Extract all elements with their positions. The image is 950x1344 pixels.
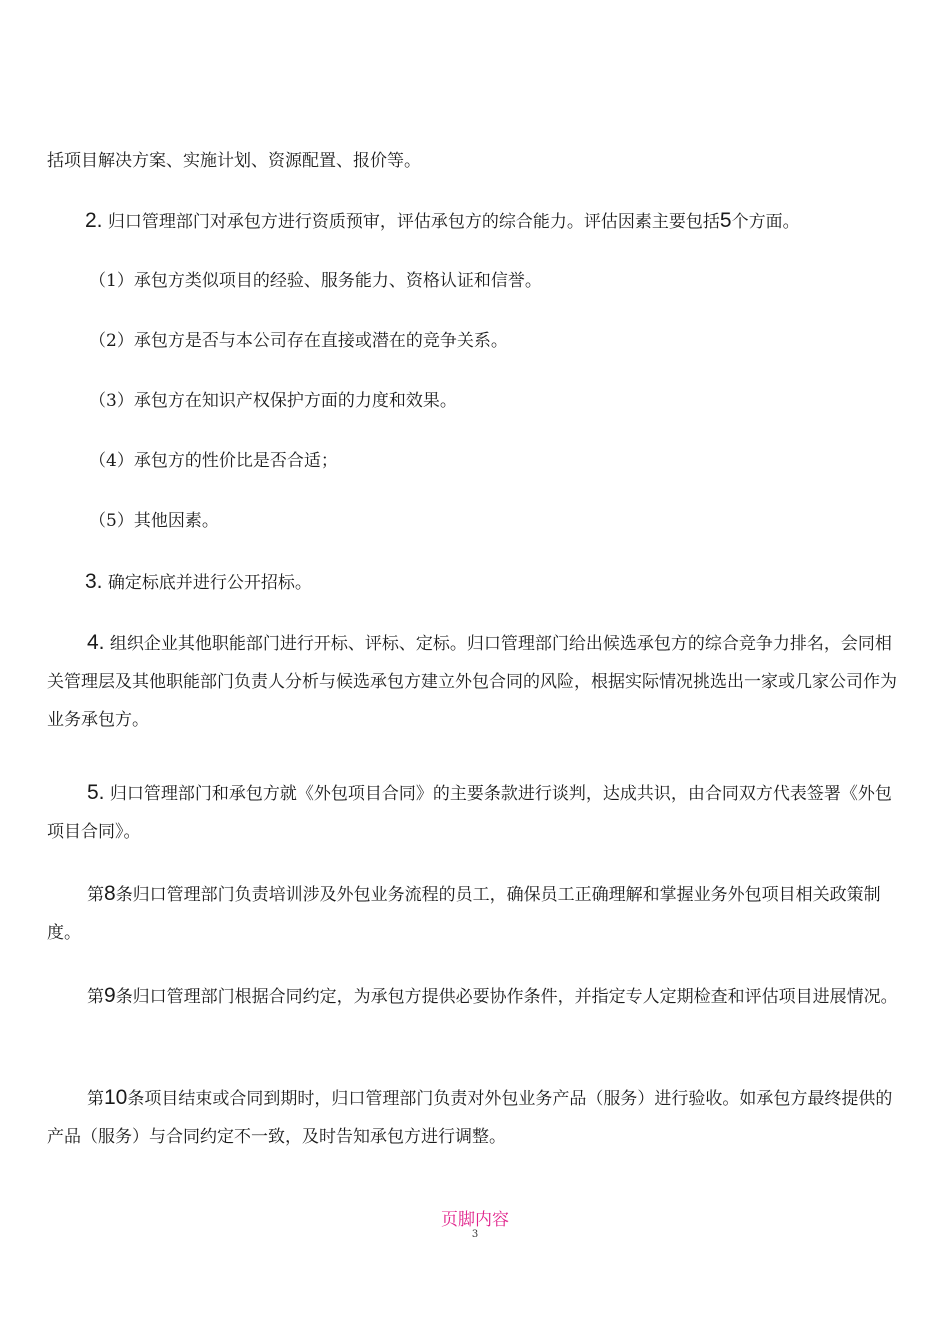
sub-item-number: （2） [89,331,134,351]
sub-item-number: （3） [89,391,134,411]
sub-item-3 [89,382,907,420]
list-number: 5. [87,781,105,804]
list-number: 2. [85,209,103,232]
article-9 [47,977,907,1016]
list-item-text-end: 个方面。 [731,212,800,232]
list-number: 3. [85,570,103,593]
list-item-text: 组织企业其他职能部门进行开标、评标、定标。归口管理部门给出候选承包方的综合竞争力排名，会同相关管理层及其他职能部门负责人分析与候选承包方建立外包合同的风险，根据实际情况挑选出一家或几家公司作为业务承包方。 [47,634,897,730]
paragraph-text: 括项目解决方案、实施计划、资源配置、报价等。 [47,151,421,171]
footer-text: 页脚内容 [441,1210,509,1230]
sub-item-text: 承包方是否与本公司存在直接或潜在的竞争关系。 [133,331,508,351]
article-text: 条归口管理部门根据合同约定，为承包方提供必要协作条件，并指定专人定期检查和评估项目进展情况。 [115,987,898,1007]
factor-count: 5 [719,209,732,232]
sub-item-number: （4） [89,451,134,471]
sub-item-text: 承包方在知识产权保护方面的力度和效果。 [133,391,457,411]
list-item-5 [47,774,907,851]
article-text: 条项目结束或合同到期时，归口管理部门负责对外包业务产品（服务）进行验收。如承包方最终提供的产品（服务）与合同约定不一致，及时告知承包方进行调整。 [47,1089,893,1147]
sub-item-number: （1） [89,271,134,291]
article-number: 10 [104,1086,128,1109]
article-prefix: 第 [87,987,104,1007]
sub-item-text: 承包方类似项目的经验、服务能力、资格认证和信誉。 [133,271,542,291]
sub-item-text: 承包方的性价比是否合适； [133,451,338,471]
article-prefix: 第 [87,885,104,905]
page-number: 3 [471,1229,479,1240]
sub-item-5 [89,502,907,540]
article-number: 9 [104,984,116,1007]
list-item-3 [85,563,907,602]
sub-item-4 [89,442,907,480]
list-item-text: 归口管理部门和承包方就《外包项目合同》的主要条款进行谈判，达成共识，由合同双方代表签署《外包项目合同》。 [47,784,892,842]
sub-item-number: （5） [89,511,134,531]
article-number: 8 [104,882,116,905]
sub-item-text: 其他因素。 [133,511,219,531]
article-8 [47,875,907,952]
list-item-text: 确定标底并进行公开招标。 [102,573,312,593]
article-prefix: 第 [87,1089,104,1109]
sub-item-1 [89,262,907,300]
list-item-4 [47,624,907,739]
list-item-2 [85,202,907,241]
paragraph-continuation [47,142,907,180]
article-text: 条归口管理部门负责培训涉及外包业务流程的员工，确保员工正确理解和掌握业务外包项目相关政策制度。 [47,885,881,943]
article-10 [47,1079,907,1156]
sub-item-2 [89,322,907,360]
list-item-text: 归口管理部门对承包方进行资质预审，评估承包方的综合能力。评估因素主要包括 [102,212,720,232]
list-number: 4. [87,631,105,654]
